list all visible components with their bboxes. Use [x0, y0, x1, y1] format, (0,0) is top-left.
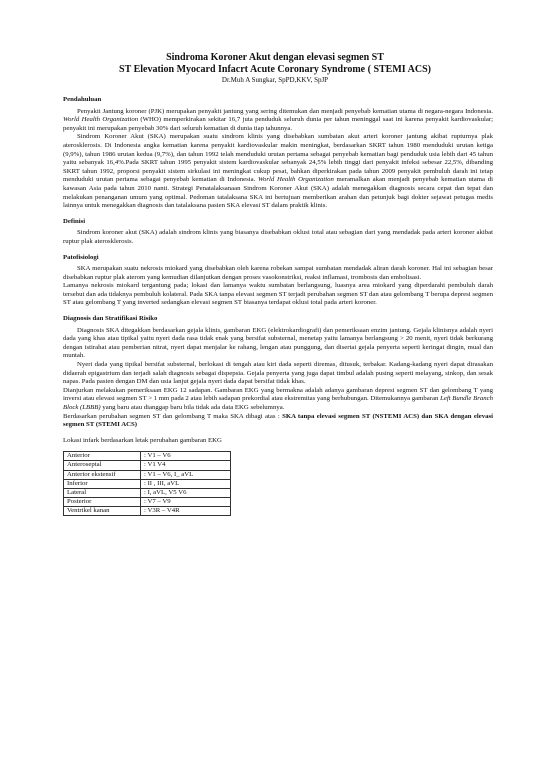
- paragraph: SKA merupakan suatu nekrosis miokard yang disebabkan oleh karena robekan sampai sumbatan mendadak aliran darah koroner. Hal ini sebagian besar disebabkan ruptur plak aterom yang kemudian dilanjutkan dengan proses vasokonstriksi, reaksi inflamasi, trombosis dan embolisasi.: [63, 265, 493, 281]
- leads-cell: : I, aVL, V5 V6: [141, 488, 231, 497]
- location-cell: Anteroseptal: [64, 461, 141, 470]
- paragraph: Dianjurkan melakukan pemeriksaan EKG 12 sadapan. Gambaran EKG yang bermakna adalah adanya gambaran depresi segmen ST dan gelombang T yang inversi atau elevasi segmen ST > 1 mm pada 2 atau lebih sadapan prekordial atau ekstremitas yang berhubungan. Ditemukannya gambaran Left Bundle Branch Block (LBBB) yang baru atau dianggap baru bila tidak ada data EKG sebelumnya.: [63, 386, 493, 411]
- table-caption: Lokasi infark berdasarkan letak perubahan gambaran EKG: [63, 436, 222, 444]
- author-line: Dr.Muh A Sungkar, SpPD,KKV, SpJP: [221, 76, 329, 84]
- section-heading-diagnosis: Diagnosis dan Stratifikasi Risiko: [63, 315, 158, 323]
- section-heading-pendahuluan: Pendahuluan: [63, 96, 102, 103]
- leads-cell: : II , III, aVL: [141, 479, 231, 488]
- paragraph: Sindrom koroner akut (SKA) adalah sindrom klinis yang biasanya disebabkan oklusi total atau sebagian dari yang mendadak pada arteri koroner akibat ruptur plak aterosklerosis.: [63, 229, 493, 245]
- location-cell: Inferior: [64, 479, 141, 488]
- paragraph: Penyakit Jantung koroner (PJK) merupakan penyakit jantung yang sering ditemukan dan menjadi penyebab kematian utama di negara-negara Indonesia. World Health Organization (WHO) memperkirakan sekitar 16,7 juta penduduk seluruh dunia per tahun meninggal saat ini karena penyakit kardiovaskular; penyakit ini merupakan penyebab 30% dari seluruh kematian di dunia tiap tahunnya.: [63, 107, 493, 132]
- table-row: [64, 461, 231, 470]
- location-cell: Anterior: [64, 452, 141, 461]
- table-row: [64, 506, 231, 515]
- location-cell: Ventrikel kanan: [64, 506, 141, 515]
- section-heading-definisi: Definisi: [63, 217, 86, 225]
- leads-cell: : V1 V4: [141, 461, 231, 470]
- leads-cell: : V1 – V6: [141, 452, 231, 461]
- location-cell: Lateral: [64, 488, 141, 497]
- paragraph: Lamanya nekrosis miokard tergantung pada; lokasi dan lamanya waktu sumbatan berlangsung, luasnya area miokard yang diperdarahi pembuluh darah tersebut dan ada tidaknya pembuluh kolateral. Pada SKA tanpa elevasi segmen ST terjadi perubahan segmen ST dan atau gelombang T berupa depresi segmen ST atau gelombang T yang inverted sedangkan elevasi segmen ST biasanya terdapat oklusi total pada arteri koroner.: [63, 282, 493, 307]
- table-row: [64, 488, 231, 497]
- table-row: [64, 452, 231, 461]
- document-subtitle: ST Elevation Myocard Infacrt Acute Coronary Syndrome ( STEMI ACS): [119, 64, 431, 75]
- table-row: [64, 470, 231, 479]
- paragraph: Diagnosis SKA ditegakkan berdasarkan gejala klinis, gambaran EKG (elektrokardiografi) dan pemeriksaan enzim jantung. Gejala klinisnya adalah nyeri dada yang khas atau tipikal yaitu nyeri dada rasa tidak enak yang bersifat substernal, menetap yaitu lamanya berlangsung > 20 menit, nyeri tidak berkurang dengan istirahat atau pemberian nitrat, nyeri dapat menjalar ke rahang, lengan atau punggung, dan disertai gejala penyerta seperti keringat dingin, mual dan muntah.: [63, 326, 493, 360]
- table-row: [64, 479, 231, 488]
- document-title: Sindroma Koroner Akut dengan elevasi segmen ST: [166, 52, 384, 63]
- document-header: [60, 52, 490, 85]
- section-heading-patofisiologi: Patofisiologi: [63, 253, 99, 261]
- infarct-location-table: [63, 451, 231, 516]
- leads-cell: : V7 – V9: [141, 497, 231, 506]
- document-body: [63, 96, 493, 516]
- paragraph: Berdasarkan perubahan segmen ST dan gelombang T maka SKA dibagi atas : SKA tanpa elevasi segmen ST (NSTEMI ACS) dan SKA dengan elevasi segmen ST (STEMI ACS): [63, 412, 493, 429]
- leads-cell: : V1 – V6, I_ aVL: [141, 470, 231, 479]
- paragraph: Nyeri dada yang tipikal bersifat substernal, berlokasi di tengah atau kiri dada seperti diremas, ditusuk, terbakar. Kadang-kadang nyeri dapat dirasakan didaerah epigastrium dan terjadi salah diagnosis sebagai dispepsia. Gejala penyerta yang juga dapat timbul adalah pusing seperti melayang, sinkop, dan sesak napas. Pada pasien dengan DM dan usia lanjut gejala nyeri dada dapat bersifat tidak khas.: [63, 361, 493, 386]
- location-cell: Anterior ekstensif: [64, 470, 141, 479]
- paragraph: Sindrom Koroner Akut (SKA) merupakan suatu sindrom klinis yang disebabkan sumbatan akut arteri koroner jantung akibat rupturnya plak aterosklerosis. Di Indonesia angka kematian karena penyakit kardiovaskular makin meningkat, berdasarkan SKRT tahun 1980 menduduki urutan ketiga (9,9%), tahun 1986 urutan kedua (9,7%), dan tahun 1992 telah menduduki urutan pertama sebagai penyebab kematian bagi penduduk usia lebih dari 45 tahun yaitu sebanyak 16,4%.Pada SKRT tahun 1995 penyakit sistem kardiovaskular sebanyak 24,5% lebih tinggi dari penyakit infeksi sebesar 22,5%, dibanding SKRT tahun 1992, proporsi penyakit sistem sirkulasi ini meningkat cukup pesat, bahkan diperkirakan pada tahun 2009 penyakit pembuluh darah ini tetap menduduki urutan pertama sebagai penyebab kematian di Indonesia. World Health Organization meramalkan akan menjadi penyebab kematian utama di kawasan Asia pada tahun 2010 nanti. Strategi Penatalaksanaan Sindrom Koroner Akut (SKA) adalah menegakkan diagnosis secara cepat dan tepat dan melakukan penanganan umum yang optimal. Pedoman tatalaksana SKA ini bertujuan memberikan arahan dan petunjuk bagi dokter sejawat petugas medis lainnya untuk menegakkan diagnosis dan tatalaksana pasien SKA elevasi ST dalam praktik klinis.: [63, 133, 493, 210]
- leads-cell: : V3R – V4R: [141, 506, 231, 515]
- location-cell: Posterior: [64, 497, 141, 506]
- table-row: [64, 497, 231, 506]
